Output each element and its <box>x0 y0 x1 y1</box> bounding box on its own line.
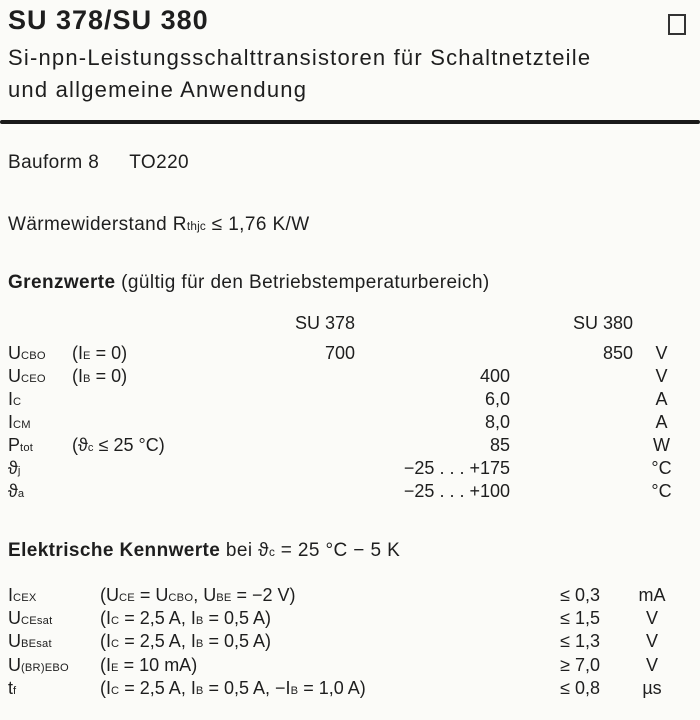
param-condition <box>72 480 250 506</box>
param-symbol: ICM <box>8 412 31 432</box>
value-su378: 700 <box>324 343 355 363</box>
limits-heading-title: Grenzwerte <box>8 272 116 293</box>
param-symbol: UCBO <box>8 343 46 363</box>
table-row <box>8 584 692 607</box>
param-condition: (IB = 0) <box>72 366 128 386</box>
thermal-resistance-line: Wärmewiderstand Rthjc ≤ 1,76 K/W <box>8 214 310 235</box>
param-symbol: ICEX <box>8 585 37 605</box>
table-row <box>8 342 692 365</box>
limit-value: ≤ 0,3 <box>560 585 600 605</box>
unit-label: A <box>655 389 668 409</box>
table-row <box>8 607 692 630</box>
corner-square-icon <box>668 14 686 35</box>
unit-label: W <box>653 435 670 455</box>
package-line <box>8 152 189 174</box>
limit-value: ≥ 7,0 <box>560 654 600 675</box>
limit-value: ≤ 1,5 <box>560 608 600 629</box>
bauform-label: Bauform 8 <box>8 152 100 173</box>
limits-column-header-row <box>8 311 692 335</box>
param-condition: (IE = 10 mA) <box>100 654 198 675</box>
unit-label: mA <box>638 585 666 605</box>
limits-section-heading <box>8 272 490 294</box>
page-subtitle <box>8 42 698 106</box>
table-row <box>8 434 692 457</box>
subtitle-line-1: Si-npn-Leistungsschalttransistoren für Schaltnetzteile <box>8 45 592 70</box>
value-common: −25 . . . +100 <box>403 481 510 501</box>
header-divider <box>0 120 700 124</box>
unit-label: V <box>655 343 668 363</box>
unit-label: A <box>655 412 668 432</box>
param-condition: (IC = 2,5 A, IB = 0,5 A) <box>100 631 272 652</box>
electrical-heading-note: bei ϑc = 25 °C − 5 K <box>220 540 401 561</box>
param-condition: (UCE = UCBO, UBE = −2 V) <box>100 585 296 605</box>
column-header-su380: SU 380 <box>572 313 633 333</box>
page-title: SU 378/SU 380 <box>8 5 209 35</box>
table-row <box>8 365 692 388</box>
table-row <box>8 630 692 653</box>
value-common: 6,0 <box>484 389 510 409</box>
unit-label: V <box>645 608 658 629</box>
param-condition: (ϑc ≤ 25 °C) <box>72 435 165 455</box>
column-header-su378: SU 378 <box>294 313 355 333</box>
table-row <box>8 411 692 434</box>
param-symbol: ϑj <box>8 458 21 478</box>
table-row <box>8 677 692 700</box>
param-symbol: Ptot <box>8 435 34 455</box>
param-condition: (IC = 2,5 A, IB = 0,5 A, −IB = 1,0 A) <box>100 677 366 698</box>
unit-label: V <box>655 366 668 386</box>
limit-value: ≤ 1,3 <box>560 631 600 652</box>
param-condition: (IC = 2,5 A, IB = 0,5 A) <box>100 608 272 629</box>
electrical-section-heading <box>8 540 400 562</box>
table-row <box>8 388 692 411</box>
limits-heading-note: (gültig für den Betriebstemperaturbereich) <box>115 272 490 293</box>
param-symbol: tf <box>8 677 17 698</box>
electrical-table <box>8 584 692 700</box>
value-common: 8,0 <box>484 412 510 432</box>
table-row <box>8 654 692 677</box>
param-symbol: UCEO <box>8 366 46 386</box>
unit-label: µs <box>642 677 662 698</box>
limit-value: ≤ 0,8 <box>560 677 600 698</box>
unit-label: °C <box>651 458 672 478</box>
package-type: TO220 <box>129 152 190 173</box>
value-su380: 850 <box>602 343 633 363</box>
param-condition: (IE = 0) <box>72 343 128 363</box>
param-symbol: ϑa <box>8 481 25 501</box>
unit-label: V <box>645 631 658 652</box>
table-row <box>8 457 692 480</box>
table-row <box>8 480 692 503</box>
unit-label: V <box>645 654 658 675</box>
value-common: −25 . . . +175 <box>403 458 510 478</box>
limits-table <box>8 311 692 503</box>
unit-label: °C <box>651 481 672 501</box>
param-symbol: U(BR)EBO <box>8 654 69 675</box>
subtitle-line-2: und allgemeine Anwendung <box>8 77 308 102</box>
param-symbol: IC <box>8 389 22 409</box>
electrical-heading-title: Elektrische Kennwerte <box>8 540 221 561</box>
param-symbol: UBEsat <box>8 631 52 652</box>
value-su378 <box>250 480 355 506</box>
param-symbol: UCEsat <box>8 608 53 629</box>
value-su380 <box>510 480 633 506</box>
value-common: 85 <box>489 435 510 455</box>
value-common: 400 <box>479 366 510 386</box>
